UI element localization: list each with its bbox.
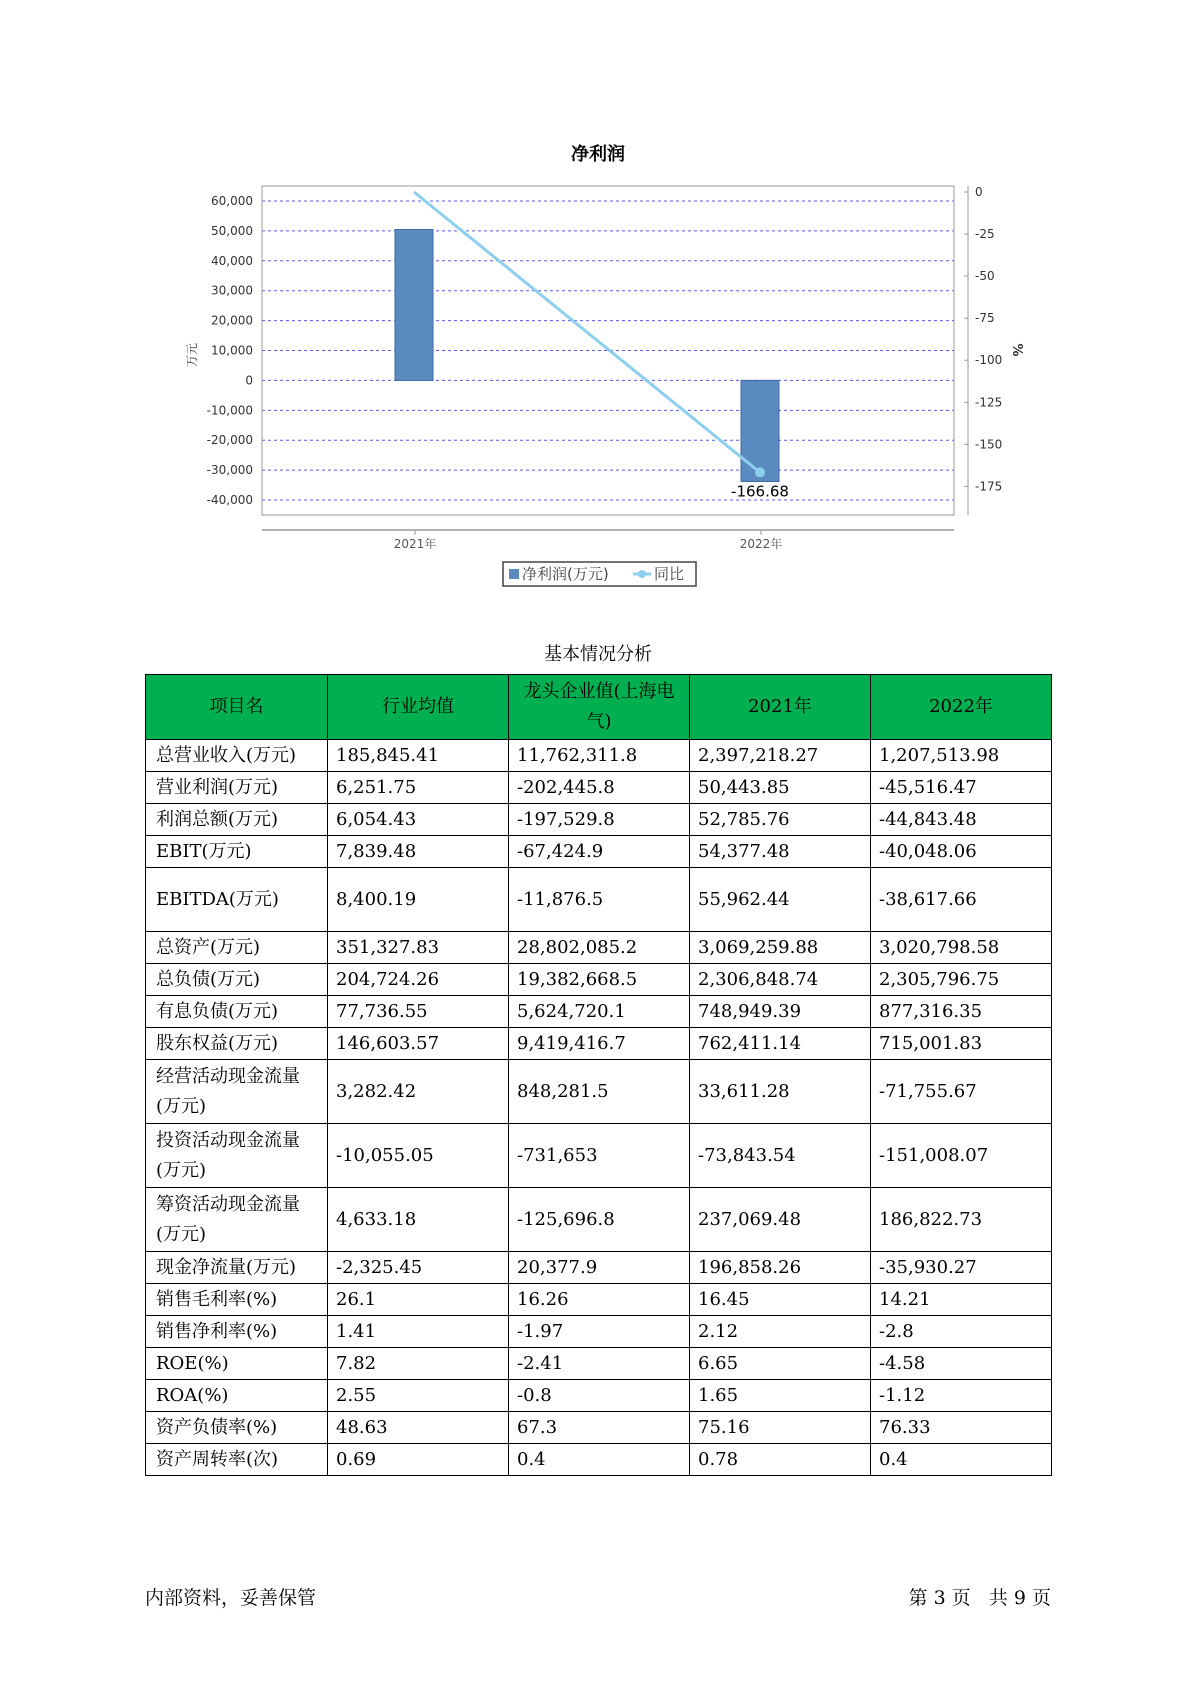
table-header-row xyxy=(146,675,1052,740)
legend-label: 净利润(万元) xyxy=(522,565,609,583)
row-label: 经营活动现金流量(万元) xyxy=(146,1060,328,1124)
table-cell: 16.45 xyxy=(690,1284,871,1316)
table-cell: -35,930.27 xyxy=(871,1252,1052,1284)
table-cell: -202,445.8 xyxy=(509,772,690,804)
table-row xyxy=(146,1444,1052,1476)
bar xyxy=(741,380,779,481)
row-label: EBIT(万元) xyxy=(146,836,328,868)
table-cell: -2.41 xyxy=(509,1348,690,1380)
net-profit-chart xyxy=(0,0,1191,620)
row-label: 投资活动现金流量(万元) xyxy=(146,1124,328,1188)
table-cell: 196,858.26 xyxy=(690,1252,871,1284)
row-label: ROA(%) xyxy=(146,1380,328,1412)
table-cell: 2.12 xyxy=(690,1316,871,1348)
table-cell: 67.3 xyxy=(509,1412,690,1444)
table-cell: 146,603.57 xyxy=(328,1028,509,1060)
table-cell: 1.65 xyxy=(690,1380,871,1412)
table-cell: 0.78 xyxy=(690,1444,871,1476)
table-cell: 3,282.42 xyxy=(328,1060,509,1124)
y-tick-label: -30,000 xyxy=(206,463,253,478)
row-label: 有息负债(万元) xyxy=(146,996,328,1028)
chart-line xyxy=(414,192,765,477)
column-header: 2022年 xyxy=(871,675,1052,740)
row-label: 资产周转率(次) xyxy=(146,1444,328,1476)
table-cell: -10,055.05 xyxy=(328,1124,509,1188)
table-cell: 14.21 xyxy=(871,1284,1052,1316)
table-cell: 5,624,720.1 xyxy=(509,996,690,1028)
row-label: 现金净流量(万元) xyxy=(146,1252,328,1284)
table-row xyxy=(146,1412,1052,1444)
chart-title: 净利润 xyxy=(571,144,625,165)
line-point xyxy=(755,467,765,477)
y-tick-label: 60,000 xyxy=(211,193,253,208)
table-row xyxy=(146,932,1052,964)
table-cell: 1,207,513.98 xyxy=(871,740,1052,772)
table-cell: 6.65 xyxy=(690,1348,871,1380)
table-cell: -4.58 xyxy=(871,1348,1052,1380)
table-row xyxy=(146,1348,1052,1380)
row-label: 利润总额(万元) xyxy=(146,804,328,836)
table-row xyxy=(146,1124,1052,1188)
table-cell: 351,327.83 xyxy=(328,932,509,964)
table-cell: 748,949.39 xyxy=(690,996,871,1028)
row-label: 总营业收入(万元) xyxy=(146,740,328,772)
table-cell: 186,822.73 xyxy=(871,1188,1052,1252)
y-tick-label: 50,000 xyxy=(211,223,253,238)
table-cell: -73,843.54 xyxy=(690,1124,871,1188)
data-label: -166.68 xyxy=(731,482,789,501)
table-cell: -125,696.8 xyxy=(509,1188,690,1252)
column-header: 龙头企业值(上海电气) xyxy=(509,675,690,740)
table-row xyxy=(146,836,1052,868)
x-tick-label: 2022年 xyxy=(739,537,783,551)
table-cell: -197,529.8 xyxy=(509,804,690,836)
table-cell: 16.26 xyxy=(509,1284,690,1316)
table-cell: 54,377.48 xyxy=(690,836,871,868)
y-tick-label: 30,000 xyxy=(211,283,253,298)
basic-analysis-table xyxy=(145,674,1052,1476)
x-tick-label: 2021年 xyxy=(393,537,437,551)
column-header: 项目名 xyxy=(146,675,328,740)
table-cell: 0.69 xyxy=(328,1444,509,1476)
table-cell: 0.4 xyxy=(509,1444,690,1476)
table-row xyxy=(146,804,1052,836)
table-cell: 11,762,311.8 xyxy=(509,740,690,772)
table-cell: 4,633.18 xyxy=(328,1188,509,1252)
table-cell: -1.97 xyxy=(509,1316,690,1348)
row-label: 资产负债率(%) xyxy=(146,1412,328,1444)
row-label: EBITDA(万元) xyxy=(146,868,328,932)
table-cell: 237,069.48 xyxy=(690,1188,871,1252)
table-row xyxy=(146,772,1052,804)
table-row xyxy=(146,964,1052,996)
y-tick-label: -40,000 xyxy=(206,493,253,508)
column-header: 2021年 xyxy=(690,675,871,740)
table-cell: 3,069,259.88 xyxy=(690,932,871,964)
table-cell: -0.8 xyxy=(509,1380,690,1412)
y2-tick-label: -25 xyxy=(975,227,995,242)
table-caption: 基本情况分析 xyxy=(544,644,652,665)
table-cell: 33,611.28 xyxy=(690,1060,871,1124)
table-cell: 2,305,796.75 xyxy=(871,964,1052,996)
y2-tick-label: -50 xyxy=(975,269,995,284)
table-row xyxy=(146,1252,1052,1284)
table-cell: 20,377.9 xyxy=(509,1252,690,1284)
table-cell: 8,400.19 xyxy=(328,868,509,932)
table-cell: 76.33 xyxy=(871,1412,1052,1444)
table-cell: 6,054.43 xyxy=(328,804,509,836)
table-row xyxy=(146,1188,1052,1252)
table-cell: 3,020,798.58 xyxy=(871,932,1052,964)
row-label: 销售净利率(%) xyxy=(146,1316,328,1348)
table-cell: -38,617.66 xyxy=(871,868,1052,932)
table-cell: -2.8 xyxy=(871,1316,1052,1348)
line-series-yoy xyxy=(414,192,760,472)
y2-tick-label: 0 xyxy=(975,185,983,199)
table-row xyxy=(146,1316,1052,1348)
y-tick-label: 20,000 xyxy=(211,313,253,328)
table-cell: -67,424.9 xyxy=(509,836,690,868)
row-label: 股东权益(万元) xyxy=(146,1028,328,1060)
table-row xyxy=(146,1028,1052,1060)
table-cell: -71,755.67 xyxy=(871,1060,1052,1124)
table-row xyxy=(146,1284,1052,1316)
table-cell: 2,306,848.74 xyxy=(690,964,871,996)
y-tick-label: 40,000 xyxy=(211,253,253,268)
table-cell: 762,411.14 xyxy=(690,1028,871,1060)
row-label: 营业利润(万元) xyxy=(146,772,328,804)
y-axis-title: 万元 xyxy=(185,342,199,368)
column-header: 行业均值 xyxy=(328,675,509,740)
row-label: 销售毛利率(%) xyxy=(146,1284,328,1316)
table-cell: 7,839.48 xyxy=(328,836,509,868)
y-tick-label: -10,000 xyxy=(206,403,253,418)
table-cell: 2,397,218.27 xyxy=(690,740,871,772)
y-tick-label: -20,000 xyxy=(206,433,253,448)
table-cell: 75.16 xyxy=(690,1412,871,1444)
table-cell: 19,382,668.5 xyxy=(509,964,690,996)
y2-axis-title: % xyxy=(1009,343,1024,357)
table-cell: 55,962.44 xyxy=(690,868,871,932)
chart-axes xyxy=(185,185,1024,551)
y2-tick-label: -125 xyxy=(975,395,1003,410)
y-tick-label: 10,000 xyxy=(211,343,253,358)
y-tick-label: 0 xyxy=(245,373,253,388)
table-cell: 185,845.41 xyxy=(328,740,509,772)
table-cell: 204,724.26 xyxy=(328,964,509,996)
row-label: 总资产(万元) xyxy=(146,932,328,964)
table-cell: 9,419,416.7 xyxy=(509,1028,690,1060)
footer-confidential-note: 内部资料，妥善保管 xyxy=(145,1587,317,1609)
table-cell: 0.4 xyxy=(871,1444,1052,1476)
table-cell: 877,316.35 xyxy=(871,996,1052,1028)
table-cell: 28,802,085.2 xyxy=(509,932,690,964)
table-cell: 48.63 xyxy=(328,1412,509,1444)
table-row xyxy=(146,996,1052,1028)
footer-page-number: 第 3 页 共 9 页 xyxy=(908,1587,1051,1609)
row-label: 总负债(万元) xyxy=(146,964,328,996)
table-cell: 50,443.85 xyxy=(690,772,871,804)
table-cell: -40,048.06 xyxy=(871,836,1052,868)
y2-tick-label: -100 xyxy=(975,353,1003,368)
chart-legend xyxy=(503,562,696,586)
table-row xyxy=(146,1380,1052,1412)
table-cell: 1.41 xyxy=(328,1316,509,1348)
table-cell: -1.12 xyxy=(871,1380,1052,1412)
table-cell: 6,251.75 xyxy=(328,772,509,804)
bar xyxy=(395,230,433,381)
table-cell: 77,736.55 xyxy=(328,996,509,1028)
table-cell: 52,785.76 xyxy=(690,804,871,836)
row-label: ROE(%) xyxy=(146,1348,328,1380)
table-row xyxy=(146,740,1052,772)
y2-tick-label: -150 xyxy=(975,437,1003,452)
table-cell: -151,008.07 xyxy=(871,1124,1052,1188)
table-cell: -45,516.47 xyxy=(871,772,1052,804)
table-cell: 7.82 xyxy=(328,1348,509,1380)
table-cell: 848,281.5 xyxy=(509,1060,690,1124)
legend-swatch-point xyxy=(638,570,646,578)
chart-bars xyxy=(395,230,779,482)
table-cell: 715,001.83 xyxy=(871,1028,1052,1060)
y2-tick-label: -75 xyxy=(975,311,995,326)
y2-tick-label: -175 xyxy=(975,479,1003,494)
table-cell: -44,843.48 xyxy=(871,804,1052,836)
legend-label: 同比 xyxy=(654,565,685,583)
table-cell: -11,876.5 xyxy=(509,868,690,932)
table-row xyxy=(146,1060,1052,1124)
table-cell: 2.55 xyxy=(328,1380,509,1412)
chart-labels xyxy=(731,482,789,500)
table-cell: 26.1 xyxy=(328,1284,509,1316)
table-row xyxy=(146,868,1052,932)
table-cell: -731,653 xyxy=(509,1124,690,1188)
row-label: 筹资活动现金流量(万元) xyxy=(146,1188,328,1252)
legend-swatch-bar xyxy=(509,569,519,579)
table-cell: -2,325.45 xyxy=(328,1252,509,1284)
